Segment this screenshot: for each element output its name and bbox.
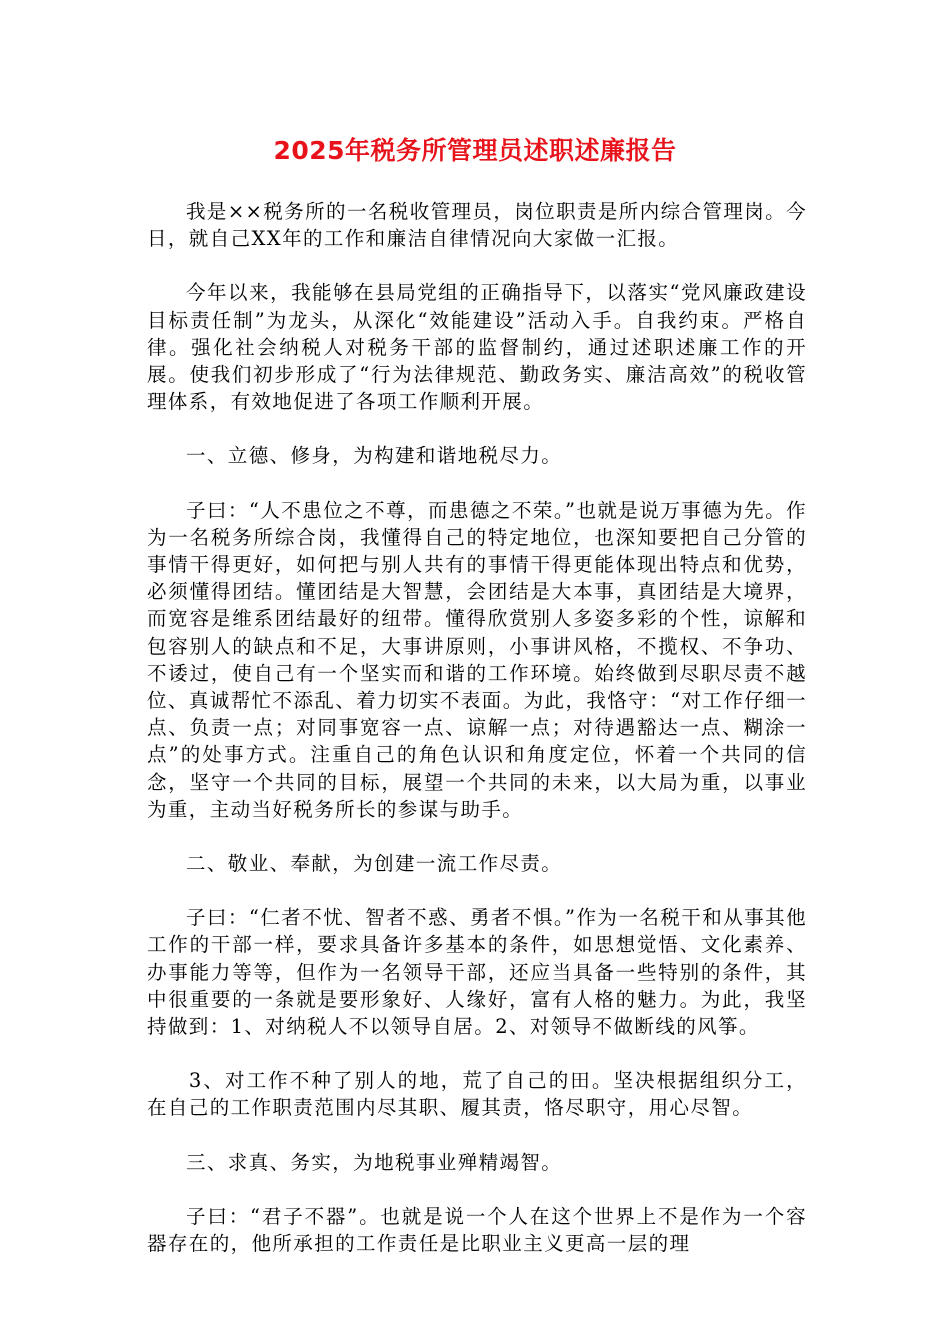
paragraph-section-1: 子曰：“人不患位之不尊，而患德之不荣。”也就是说万事德为先。作为一名税务所综合岗，我懂得自己的特定地位，也深知要把自己分管的事情干得更好，如何把与别人共有的事情干得更能体现出特点和优势，必须懂得团结。懂团结是大智慧，会团结是大本事，真团结是大境界，而宽容是维系团结最好的纽带。懂得欣赏别人多姿多彩的个性，谅解和包容别人的缺点和不足，大事讲原则，小事讲风格，不揽权、不争功、不诿过，使自己有一个坚实而和谐的工作环境。始终做到尽职尽责不越位、真诚帮忙不添乱、着力切实不表面。为此，我恪守：“对工作仔细一点、负责一点；对同事宽容一点、谅解一点；对待遇豁达一点、糊涂一点”的处事方式。注重自己的角色认识和角度定位，怀着一个共同的信念，坚守一个共同的目标，展望一个共同的未来，以大局为重，以事业为重，主动当好税务所长的参谋与助手。: [147, 498, 807, 821]
document-title: 2025年税务所管理员述职述廉报告: [273, 136, 677, 165]
paragraph-overview: 今年以来，我能够在县局党组的正确指导下，以落实“党风廉政建设目标责任制”为龙头，从深化“效能建设”活动入手。自我约束。严格自律。强化社会纳税人对税务干部的监督制约，通过述职述廉工作的开展。使我们初步形成了“行为法律规范、勤政务实、廉洁高效”的税收管理体系，有效地促进了各项工作顺利开展。: [147, 281, 807, 414]
document-body: [147, 198, 807, 1284]
section-heading-3: 三、求真、务实，为地税事业殚精竭智。: [186, 1150, 563, 1174]
section-heading-2: 二、敬业、奉献，为创建一流工作尽责。: [186, 852, 563, 876]
paragraph-intro: 我是××税务所的一名税收管理员，岗位职责是所内综合管理岗。今日，就自己XX年的工作和廉洁自律情况向大家做一汇报。: [147, 200, 807, 251]
paragraph-section-2-point-3: 3、对工作不种了别人的地，荒了自己的田。坚决根据组织分工，在自己的工作职责范围内尽其职、履其责，恪尽职守，用心尽智。: [147, 1069, 807, 1120]
paragraph-section-3: 子曰：“君子不器”。也就是说一个人在这个世界上不是作为一个容器存在的，他所承担的工作责任是比职业主义更高一层的理: [147, 1204, 807, 1256]
paragraph-section-2: 子曰：“仁者不忧、智者不惑、勇者不惧。”作为一名税干和从事其他工作的干部一样，要求具备许多基本的条件，如思想觉悟、文化素养、办事能力等等，但作为一名领导干部，还应当具备一些特别的条件，其中很重要的一条就是要形象好、人缘好，富有人格的魅力。为此，我坚持做到：1、对纳税人不以领导自居。2、对领导不做断线的风筝。: [147, 906, 807, 1039]
section-heading-1: 一、立德、修身，为构建和谐地税尽力。: [186, 444, 563, 468]
